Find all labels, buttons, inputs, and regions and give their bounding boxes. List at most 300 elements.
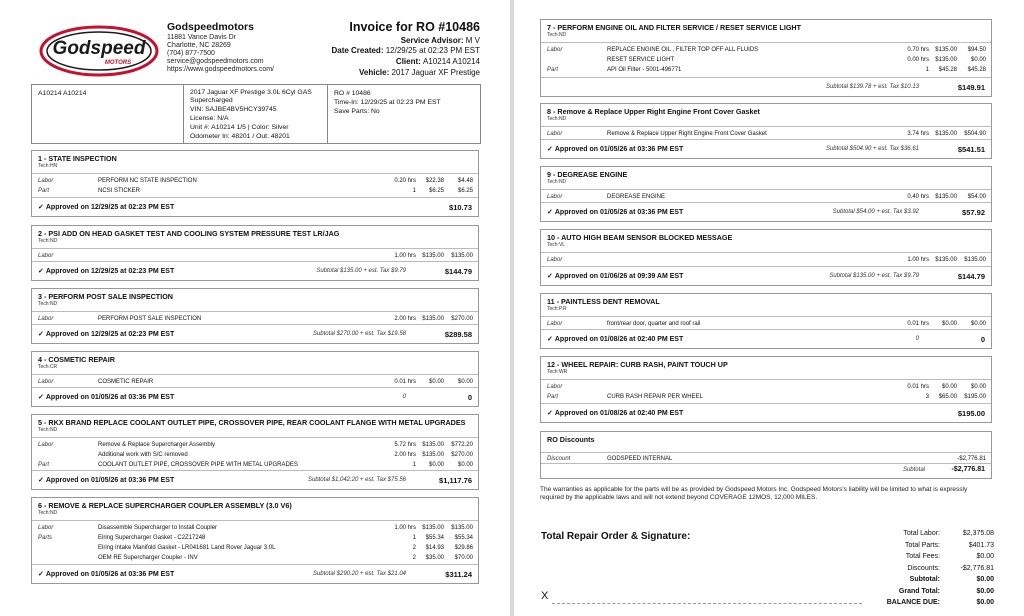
line-amount: $6.25 — [457, 188, 473, 194]
line-desc: PERFORM POST SALE INSPECTION — [98, 316, 202, 322]
job-line-row — [32, 186, 478, 196]
job-subtotal: Subtotal $135.00 + est. Tax $9.79 — [316, 268, 406, 274]
line-rate: $135.00 — [422, 253, 444, 259]
time-in: Time-In: 12/29/25 at 02:23 PM EST — [334, 99, 441, 106]
job-line-row — [541, 55, 991, 65]
job-card — [31, 225, 479, 281]
job-lines — [541, 190, 991, 202]
job-subtotal: Subtotal $504.90 + est. Tax $36.61 — [825, 146, 919, 152]
job-header — [541, 167, 991, 190]
line-qty: 1 — [412, 188, 416, 194]
job-total: $57.92 — [962, 208, 985, 217]
line-qty: 0.70 hrs — [907, 47, 929, 53]
job-title: 9 - DEGREASE ENGINE — [547, 170, 628, 179]
job-tech: Tech:ND — [38, 510, 58, 516]
line-amount: $55.34 — [454, 535, 473, 541]
line-amount: $54.00 — [967, 194, 986, 200]
job-line-row — [541, 382, 991, 392]
line-rate: $35.00 — [425, 555, 444, 561]
job-card — [31, 150, 479, 217]
totals-row — [854, 528, 994, 540]
job-footer — [541, 139, 991, 158]
line-desc: Additional work with S/C removed — [98, 452, 188, 458]
approval-status — [547, 145, 683, 153]
job-tech: Tech:ND — [38, 238, 58, 244]
line-amount: $0.00 — [970, 57, 986, 63]
job-line-row — [541, 192, 991, 202]
client: Client: A10214 A10214 — [395, 57, 480, 66]
logo-subtext: MOTORS — [104, 60, 132, 66]
warranty-text: The warranties as applicable for the parts will be as provided by Godspeed Motors Inc. Godspeed Motors's liability will be limited to what is expressly required by the applicable laws and will not extend beyond COVERAGE 12MOS, 12,000 MILES. — [540, 486, 968, 501]
signature-x-mark: X — [541, 590, 549, 602]
approval-text: Approved on 01/05/26 at 03:36 PM EST — [45, 394, 175, 401]
job-total: $541.51 — [957, 145, 985, 154]
approval-status — [547, 409, 683, 417]
date-created: Date Created: 12/29/25 at 02:23 PM EST — [331, 46, 480, 55]
line-type: Labor — [547, 321, 563, 327]
line-type: Labor — [547, 257, 563, 263]
line-desc: REPLACE ENGINE OIL , FILTER TOP OFF ALL FLUIDS — [607, 47, 759, 53]
job-total: $144.79 — [957, 272, 985, 281]
job-line-row — [32, 543, 478, 553]
approval-status — [38, 330, 174, 338]
approval-text: Approved on 01/05/26 at 03:36 PM EST — [45, 477, 175, 484]
line-rate: $135.00 — [422, 525, 444, 531]
job-card — [540, 293, 992, 349]
approval-text: Approved on 01/08/26 at 02:40 PM EST — [554, 410, 684, 417]
job-lines — [32, 249, 478, 261]
totals-value: $0.00 — [976, 553, 994, 560]
job-total: $289.58 — [444, 330, 472, 339]
job-lines — [541, 380, 991, 402]
job-line-row — [32, 251, 478, 261]
job-header — [32, 415, 478, 438]
service-advisor: Service Advisor: M V — [400, 36, 480, 45]
job-line-row — [32, 377, 478, 387]
line-qty: 2 — [412, 545, 416, 551]
line-qty: 2.00 hrs — [394, 452, 416, 458]
job-footer — [32, 324, 478, 343]
line-qty: 1 — [925, 67, 929, 73]
line-type: Labor — [38, 442, 54, 448]
line-amount: $0.00 — [457, 379, 473, 385]
totals-row — [854, 551, 994, 563]
job-card — [31, 351, 479, 407]
job-header — [541, 104, 991, 127]
job-line-row — [32, 523, 478, 533]
line-type: Labor — [547, 131, 563, 137]
line-rate: $135.00 — [935, 257, 957, 263]
line-desc: front/rear door, quarter and roof rail — [607, 321, 701, 327]
job-footer — [541, 202, 991, 221]
totals-label: Grand Total: — [898, 587, 940, 595]
ro-discounts-section — [540, 431, 992, 479]
job-title: 2 - PSI ADD ON HEAD GASKET TEST AND COOLING SYSTEM PRESSURE TEST LR/JAG — [38, 229, 340, 238]
totals-value: $0.00 — [976, 587, 994, 595]
job-line-row — [32, 314, 478, 324]
line-amount: $4.48 — [457, 178, 473, 184]
approval-text: Approved on 01/05/26 at 03:36 PM EST — [554, 209, 684, 216]
unit-info: Unit #: A10214 1/5 | Color: Silver — [190, 124, 289, 131]
job-tech: Tech:ND — [547, 179, 567, 185]
job-total: $195.00 — [957, 409, 985, 418]
job-total: $1,117.76 — [439, 476, 472, 485]
checkmark-icon: ✓ — [547, 410, 553, 417]
line-rate: $0.00 — [941, 321, 957, 327]
line-amount: $504.90 — [964, 131, 986, 137]
totals-row — [854, 586, 994, 598]
line-rate: $0.00 — [428, 462, 444, 468]
job-lines — [32, 174, 478, 196]
line-qty: 0.01 hrs — [907, 384, 929, 390]
line-amount: $270.00 — [451, 452, 473, 458]
line-qty: 3.74 hrs — [907, 131, 929, 137]
job-lines — [541, 127, 991, 139]
totals-label: Subtotal: — [909, 576, 940, 583]
totals-row — [854, 540, 994, 552]
job-footer — [541, 77, 991, 96]
invoice-page-left — [0, 0, 510, 616]
job-subtotal: Subtotal $135.00 + est. Tax $9.79 — [829, 273, 919, 279]
totals-value: -$2,776.81 — [960, 564, 994, 572]
job-header — [32, 352, 478, 375]
job-line-row — [32, 176, 478, 186]
job-title: 3 - PERFORM POST SALE INSPECTION — [38, 292, 173, 301]
checkmark-icon: ✓ — [38, 571, 44, 578]
job-line-row — [32, 440, 478, 450]
shop-email: service@godspeedmotors.com — [167, 58, 264, 65]
line-rate: $6.25 — [428, 188, 444, 194]
approval-text: Approved on 12/29/25 at 02:23 PM EST — [45, 204, 175, 211]
line-rate: $55.34 — [425, 535, 444, 541]
line-type: Labor — [38, 178, 54, 184]
line-qty: 1.00 hrs — [394, 525, 416, 531]
job-card — [540, 356, 992, 423]
job-lines — [32, 438, 478, 470]
job-footer — [32, 470, 478, 489]
job-footer — [32, 197, 478, 216]
job-footer — [32, 387, 478, 406]
ro-info-box — [31, 84, 481, 144]
job-lines — [541, 253, 991, 265]
approval-text: Approved on 01/06/26 at 09:39 AM EST — [554, 273, 684, 280]
job-subtotal: Subtotal $139.78 + est. Tax $10.13 — [825, 84, 919, 90]
job-tech: Tech:HN — [38, 163, 58, 169]
job-card — [540, 19, 992, 97]
job-line-row — [541, 319, 991, 329]
line-desc: Remove & Replace Supercharger Assembly — [98, 442, 216, 448]
job-header — [32, 289, 478, 312]
line-rate: $45.28 — [938, 67, 957, 73]
job-lines — [541, 43, 991, 75]
line-qty: 2 — [412, 555, 416, 561]
job-lines — [32, 521, 478, 563]
invoice-title: Invoice for RO #10486 — [349, 20, 480, 34]
line-rate: $135.00 — [935, 47, 957, 53]
totals-label: Total Labor: — [903, 530, 940, 537]
job-title: 6 - REMOVE & REPLACE SUPERCHARGER COUPLER ASSEMBLY (3.0 V6) — [38, 501, 292, 510]
job-header — [541, 20, 991, 43]
line-amount: $45.28 — [967, 67, 986, 73]
approval-status — [38, 203, 174, 211]
job-title: 10 - AUTO HIGH BEAM SENSOR BLOCKED MESSAGE — [547, 233, 733, 242]
line-type: Labor — [38, 379, 54, 385]
approval-status — [38, 476, 174, 484]
line-rate: $135.00 — [935, 57, 957, 63]
line-amount: $70.00 — [454, 555, 473, 561]
totals-row — [854, 563, 994, 575]
line-qty: 0.00 hrs — [907, 57, 929, 63]
job-title: 11 - PAINTLESS DENT REMOVAL — [547, 297, 660, 306]
invoice-page-right — [514, 0, 1024, 616]
line-amount: $0.00 — [457, 462, 473, 468]
job-header — [32, 151, 478, 174]
job-line-row — [32, 450, 478, 460]
approval-text: Approved on 12/29/25 at 02:23 PM EST — [45, 331, 175, 338]
line-qty: 0.01 hrs — [394, 379, 416, 385]
line-type: Labor — [38, 525, 54, 531]
line-qty: 1 — [412, 462, 416, 468]
checkmark-icon: ✓ — [547, 336, 553, 343]
signature-line[interactable] — [552, 603, 862, 604]
checkmark-icon: ✓ — [38, 477, 44, 484]
line-amount: $29.86 — [454, 545, 473, 551]
job-tech: Tech:CR — [38, 364, 58, 370]
customer-name: A10214 A10214 — [38, 90, 87, 97]
line-rate: $0.00 — [428, 379, 444, 385]
job-title: 12 - WHEEL REPAIR: CURB RASH, PAINT TOUCH UP — [547, 360, 728, 369]
job-subtotal: 0 — [402, 394, 406, 400]
line-type: Labor — [38, 253, 54, 259]
job-total: 0 — [467, 393, 472, 402]
line-amount: $135.00 — [964, 257, 986, 263]
job-title: 8 - Remove & Replace Upper Right Engine Front Cover Gasket — [547, 107, 760, 116]
approval-status — [38, 570, 174, 578]
line-qty: 1.00 hrs — [907, 257, 929, 263]
line-qty: 1 — [412, 535, 416, 541]
job-tech: Tech:ND — [547, 116, 567, 122]
checkmark-icon: ✓ — [38, 204, 44, 211]
license: License: N/A — [190, 115, 229, 122]
job-header — [32, 498, 478, 521]
line-rate: $135.00 — [422, 316, 444, 322]
line-desc: OEM RE Supercharger Coupler - INV — [98, 555, 198, 561]
line-amount: $0.00 — [970, 321, 986, 327]
job-tech: Tech:ND — [547, 32, 567, 38]
discounts-title: RO Discounts — [547, 435, 595, 444]
job-title: 4 - COSMETIC REPAIR — [38, 355, 115, 364]
line-amount: $94.50 — [967, 47, 986, 53]
approval-status — [547, 208, 683, 216]
line-type: Part — [547, 67, 559, 73]
job-header — [541, 230, 991, 253]
job-header — [541, 357, 991, 380]
job-subtotal: Subtotal $1,042.20 + est. Tax $75.56 — [307, 477, 406, 483]
discount-amount: -$2,776.81 — [957, 456, 986, 462]
line-type: Labor — [547, 384, 563, 390]
checkmark-icon: ✓ — [38, 268, 44, 275]
vehicle-name: 2017 Jaguar XF Prestige 3.0L 6Cyl GAS Supercharged — [190, 89, 312, 104]
job-card — [31, 497, 479, 584]
line-type: Part — [547, 394, 559, 400]
line-type: Parts — [38, 535, 53, 541]
line-type: Labor — [547, 194, 563, 200]
job-lines — [541, 317, 991, 329]
vehicle: Vehicle: 2017 Jaguar XF Prestige — [359, 68, 480, 77]
signature-title: Total Repair Order & Signature: — [541, 531, 691, 542]
job-line-row — [32, 460, 478, 470]
line-desc: COOLANT OUTLET PIPE, CROSSOVER PIPE WITH METAL UPGRADES — [98, 462, 298, 468]
line-type: Part — [38, 188, 50, 194]
line-rate: $135.00 — [935, 194, 957, 200]
checkmark-icon: ✓ — [547, 273, 553, 280]
approval-status — [38, 267, 174, 275]
totals-label: BALANCE DUE: — [886, 599, 940, 606]
vin: VIN: SAJBE4BV5HCY39745 — [190, 106, 277, 113]
approval-status — [38, 393, 174, 401]
job-card — [540, 229, 992, 286]
job-line-row — [32, 533, 478, 543]
discount-type: Discount — [547, 456, 571, 462]
line-rate: $22.38 — [425, 178, 444, 184]
odometer: Odometer In: 48201 / Out: 48201 — [190, 133, 290, 140]
shop-address1: 11881 Vance Davis Dr — [167, 34, 236, 41]
line-type: Labor — [38, 316, 54, 322]
job-title: 7 - PERFORM ENGINE OIL AND FILTER SERVICE / RESET SERVICE LIGHT — [547, 23, 801, 32]
job-line-row — [32, 553, 478, 563]
approval-text: Approved on 01/05/26 at 03:36 PM EST — [554, 146, 684, 153]
line-amount: $270.00 — [451, 316, 473, 322]
job-line-row — [541, 45, 991, 55]
line-qty: 1.00 hrs — [394, 253, 416, 259]
godspeed-logo — [38, 22, 160, 78]
approval-status — [547, 272, 683, 280]
line-qty: 2.00 hrs — [394, 316, 416, 322]
line-qty: 0.40 hrs — [907, 194, 929, 200]
job-footer — [32, 261, 478, 280]
save-parts: Save Parts: No — [334, 108, 380, 115]
job-subtotal: 0 — [915, 336, 919, 342]
job-total: $144.79 — [444, 267, 472, 276]
line-rate: $65.00 — [938, 394, 957, 400]
line-desc: Disassemble Supercharger to Install Coupler — [98, 525, 218, 531]
job-footer — [541, 266, 991, 285]
line-amount: $135.00 — [451, 525, 473, 531]
line-amount: $0.00 — [970, 384, 986, 390]
totals-label: Total Parts: — [904, 541, 940, 549]
job-header — [32, 226, 478, 249]
line-rate: $0.00 — [941, 384, 957, 390]
checkmark-icon: ✓ — [38, 331, 44, 338]
job-title: 1 - STATE INSPECTION — [38, 154, 117, 163]
job-card — [31, 414, 479, 490]
job-card — [540, 103, 992, 159]
checkmark-icon: ✓ — [38, 394, 44, 401]
job-total: $149.91 — [957, 83, 985, 92]
discount-desc: GODSPEED INTERNAL — [607, 456, 673, 462]
totals-value: $0.00 — [976, 576, 994, 583]
line-amount: $772.20 — [451, 442, 473, 448]
job-tech: Tech:ND — [38, 301, 58, 307]
job-tech: Tech:ND — [38, 427, 58, 433]
shop-address2: Charlotte, NC 28269 — [167, 42, 231, 49]
logo-text: Godspeed — [52, 38, 146, 59]
checkmark-icon: ✓ — [547, 209, 553, 216]
totals-row — [854, 597, 994, 609]
line-qty: 5.72 hrs — [394, 442, 416, 448]
approval-text: Approved on 01/08/26 at 02:40 PM EST — [554, 336, 684, 343]
line-rate: $135.00 — [422, 452, 444, 458]
line-desc: DEGREASE ENGINE — [607, 194, 666, 200]
line-rate: $135.00 — [935, 131, 957, 137]
job-footer — [32, 564, 478, 583]
line-desc: PERFORM NC STATE INSPECTION — [98, 178, 197, 184]
shop-name: Godspeedmotors — [167, 21, 254, 33]
job-line-row — [541, 392, 991, 402]
line-qty: 0.20 hrs — [394, 178, 416, 184]
line-rate: $14.93 — [425, 545, 444, 551]
discount-subtotal: -$2,776.81 — [951, 466, 985, 473]
job-total: $10.73 — [449, 203, 472, 212]
totals-value: $0.00 — [976, 599, 994, 606]
line-desc: NCSI STICKER — [98, 188, 141, 194]
job-footer — [541, 403, 991, 422]
job-subtotal: Subtotal $290.20 + est. Tax $21.04 — [312, 571, 406, 577]
line-desc: COSMETIC REPAIR — [98, 379, 154, 385]
job-line-row — [541, 129, 991, 139]
job-card — [540, 166, 992, 222]
job-tech: Tech:WR — [547, 369, 568, 375]
job-total: 0 — [980, 335, 985, 344]
line-qty: 3 — [925, 394, 929, 400]
approval-text: Approved on 12/29/25 at 02:23 PM EST — [45, 268, 175, 275]
approval-text: Approved on 01/05/26 at 03:36 PM EST — [45, 571, 175, 578]
line-desc: API Oil Filter - 5001-496771 — [607, 67, 682, 73]
job-footer — [541, 329, 991, 348]
job-tech: Tech:VL — [547, 242, 566, 248]
totals-value: $401.73 — [968, 541, 994, 549]
line-desc: Elring Intake Manifold Gasket - LR041681 Land Rover Jaguar 3.0L — [98, 545, 276, 551]
line-rate: $135.00 — [422, 442, 444, 448]
discount-subtotal-label: Subtotal — [902, 467, 925, 473]
job-lines — [32, 312, 478, 324]
totals-row — [854, 574, 994, 586]
totals-label: Discounts: — [907, 564, 940, 572]
job-subtotal: Subtotal $54.00 + est. Tax $3.92 — [832, 209, 919, 215]
job-card — [31, 288, 479, 344]
line-amount: $135.00 — [451, 253, 473, 259]
job-line-row — [541, 65, 991, 75]
approval-status — [547, 335, 683, 343]
job-tech: Tech:P.R — [547, 306, 567, 312]
shop-phone: (704) 877-7500 — [167, 50, 215, 57]
line-desc: CURB RASH REPAIR PER WHEEL — [607, 394, 703, 400]
line-amount: $195.00 — [964, 394, 986, 400]
line-type: Labor — [547, 47, 563, 53]
job-lines — [32, 375, 478, 387]
job-header — [541, 294, 991, 317]
job-subtotal: Subtotal $270.00 + est. Tax $19.58 — [312, 331, 406, 337]
shop-website: https://www.godspeedmotors.com/ — [167, 66, 274, 73]
job-line-row — [541, 255, 991, 265]
job-title: 5 - RKX BRAND REPLACE COOLANT OUTLET PIPE, CROSSOVER PIPE, REAR COOLANT FLANGE WITH METAL UPGRADES — [38, 418, 466, 427]
checkmark-icon: ✓ — [547, 146, 553, 153]
totals-label: Total Fees: — [905, 553, 940, 560]
job-total: $311.24 — [445, 570, 472, 579]
line-desc: RESET SERVICE LIGHT — [607, 57, 675, 63]
line-type: Part — [38, 462, 50, 468]
line-desc: Elring Supercharger Gasket - C2Z17248 — [98, 535, 206, 541]
